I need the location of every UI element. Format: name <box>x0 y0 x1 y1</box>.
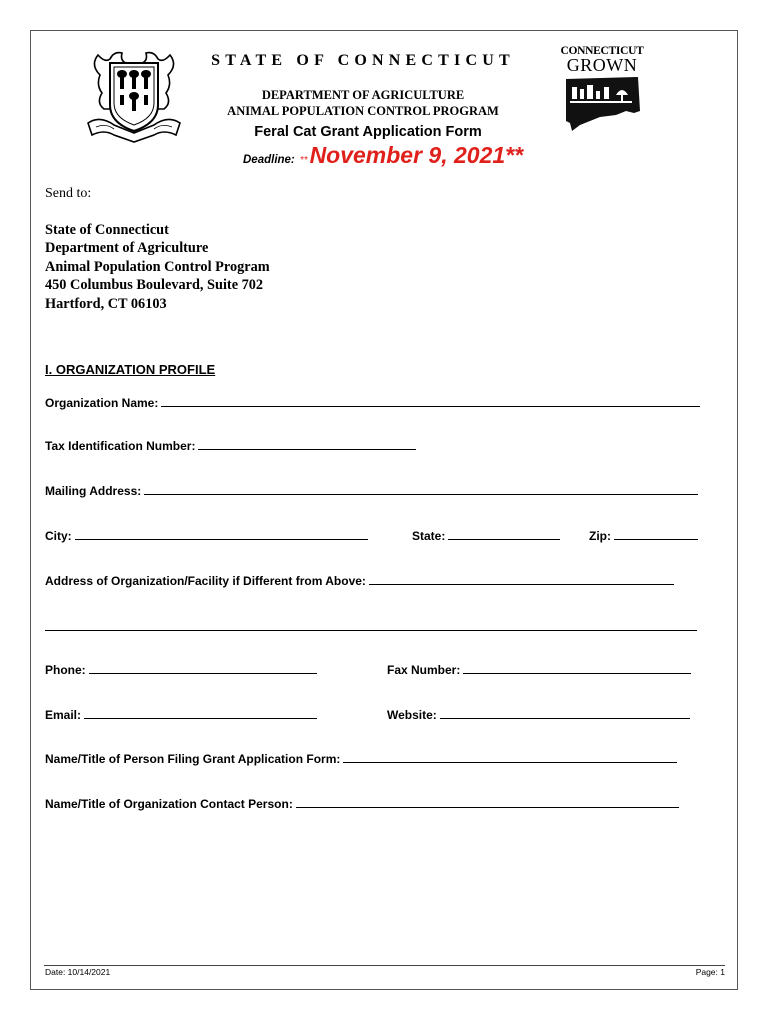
email-input[interactable] <box>84 717 317 719</box>
footer-page-number: Page: 1 <box>695 967 725 977</box>
organization-name-label: Organization Name: <box>45 396 159 410</box>
footer-date: Date: 10/14/2021 <box>45 967 111 977</box>
zip-field <box>589 529 698 543</box>
program-line: ANIMAL POPULATION CONTROL PROGRAM <box>227 104 499 118</box>
email-label: Email: <box>45 708 82 722</box>
connecticut-grown-logo <box>556 45 648 133</box>
address-line: State of Connecticut <box>45 222 169 238</box>
state-label: State: <box>412 529 446 543</box>
phone-input[interactable] <box>89 672 317 674</box>
organization-name-field <box>45 396 700 410</box>
page-border <box>30 30 738 990</box>
department-line: DEPARTMENT OF AGRICULTURE <box>261 88 465 102</box>
alternate-address-input[interactable] <box>369 583 674 585</box>
tax-id-input[interactable] <box>198 448 416 450</box>
send-to-label: Send to: <box>45 186 92 201</box>
address-line: Hartford, CT 06103 <box>45 295 167 312</box>
filer-field <box>45 752 677 766</box>
fax-input[interactable] <box>463 672 691 674</box>
mailing-address-input[interactable] <box>144 493 698 495</box>
zip-input[interactable] <box>614 538 698 540</box>
filer-label: Name/Title of Person Filing Grant Application Form: <box>45 752 341 766</box>
state-field <box>412 529 560 543</box>
website-field <box>387 708 690 722</box>
phone-field <box>45 663 317 677</box>
tax-id-label: Tax Identification Number: <box>45 439 196 453</box>
logo-line-1: CONNECTICUT <box>560 45 644 57</box>
filer-input[interactable] <box>343 761 677 763</box>
deadline-label: Deadline: <box>243 154 295 166</box>
email-field <box>45 708 317 722</box>
contact-person-input[interactable] <box>296 806 679 808</box>
deadline-date: November 9, 2021** <box>309 142 524 168</box>
state-title: STATE OF CONNECTICUT <box>211 52 515 69</box>
state-outline-icon <box>560 75 644 133</box>
footer-divider <box>44 965 725 966</box>
city-input[interactable] <box>75 538 368 540</box>
logo-line-2: GROWN <box>566 55 638 75</box>
state-seal-icon <box>80 45 188 145</box>
alternate-address-field <box>45 574 674 588</box>
mailing-address-field <box>45 484 698 498</box>
contact-person-label: Name/Title of Organization Contact Person: <box>45 797 293 811</box>
address-line: 450 Columbus Boulevard, Suite 702 <box>45 277 264 294</box>
website-input[interactable] <box>440 717 690 719</box>
zip-label: Zip: <box>589 529 611 543</box>
address-line: Department of Agriculture <box>45 240 209 257</box>
deadline <box>243 142 523 169</box>
mailing-address-label: Mailing Address: <box>45 484 142 498</box>
tax-id-field <box>45 439 416 453</box>
alternate-address-input-line-2[interactable] <box>45 630 697 631</box>
state-input[interactable] <box>448 538 560 540</box>
mailing-address-block <box>45 221 270 313</box>
city-label: City: <box>45 529 72 543</box>
fax-field <box>387 663 691 677</box>
city-field <box>45 529 368 543</box>
alternate-address-label: Address of Organization/Facility if Different from Above: <box>45 574 366 588</box>
form-title: Feral Cat Grant Application Form <box>254 124 482 140</box>
deadline-stars: ** <box>299 155 308 166</box>
fax-label: Fax Number: <box>387 663 461 677</box>
website-label: Website: <box>387 708 437 722</box>
contact-person-field <box>45 797 679 811</box>
phone-label: Phone: <box>45 663 86 677</box>
section-title: I. ORGANIZATION PROFILE <box>45 362 216 377</box>
organization-name-input[interactable] <box>161 405 700 407</box>
address-line: Animal Population Control Program <box>45 258 270 275</box>
